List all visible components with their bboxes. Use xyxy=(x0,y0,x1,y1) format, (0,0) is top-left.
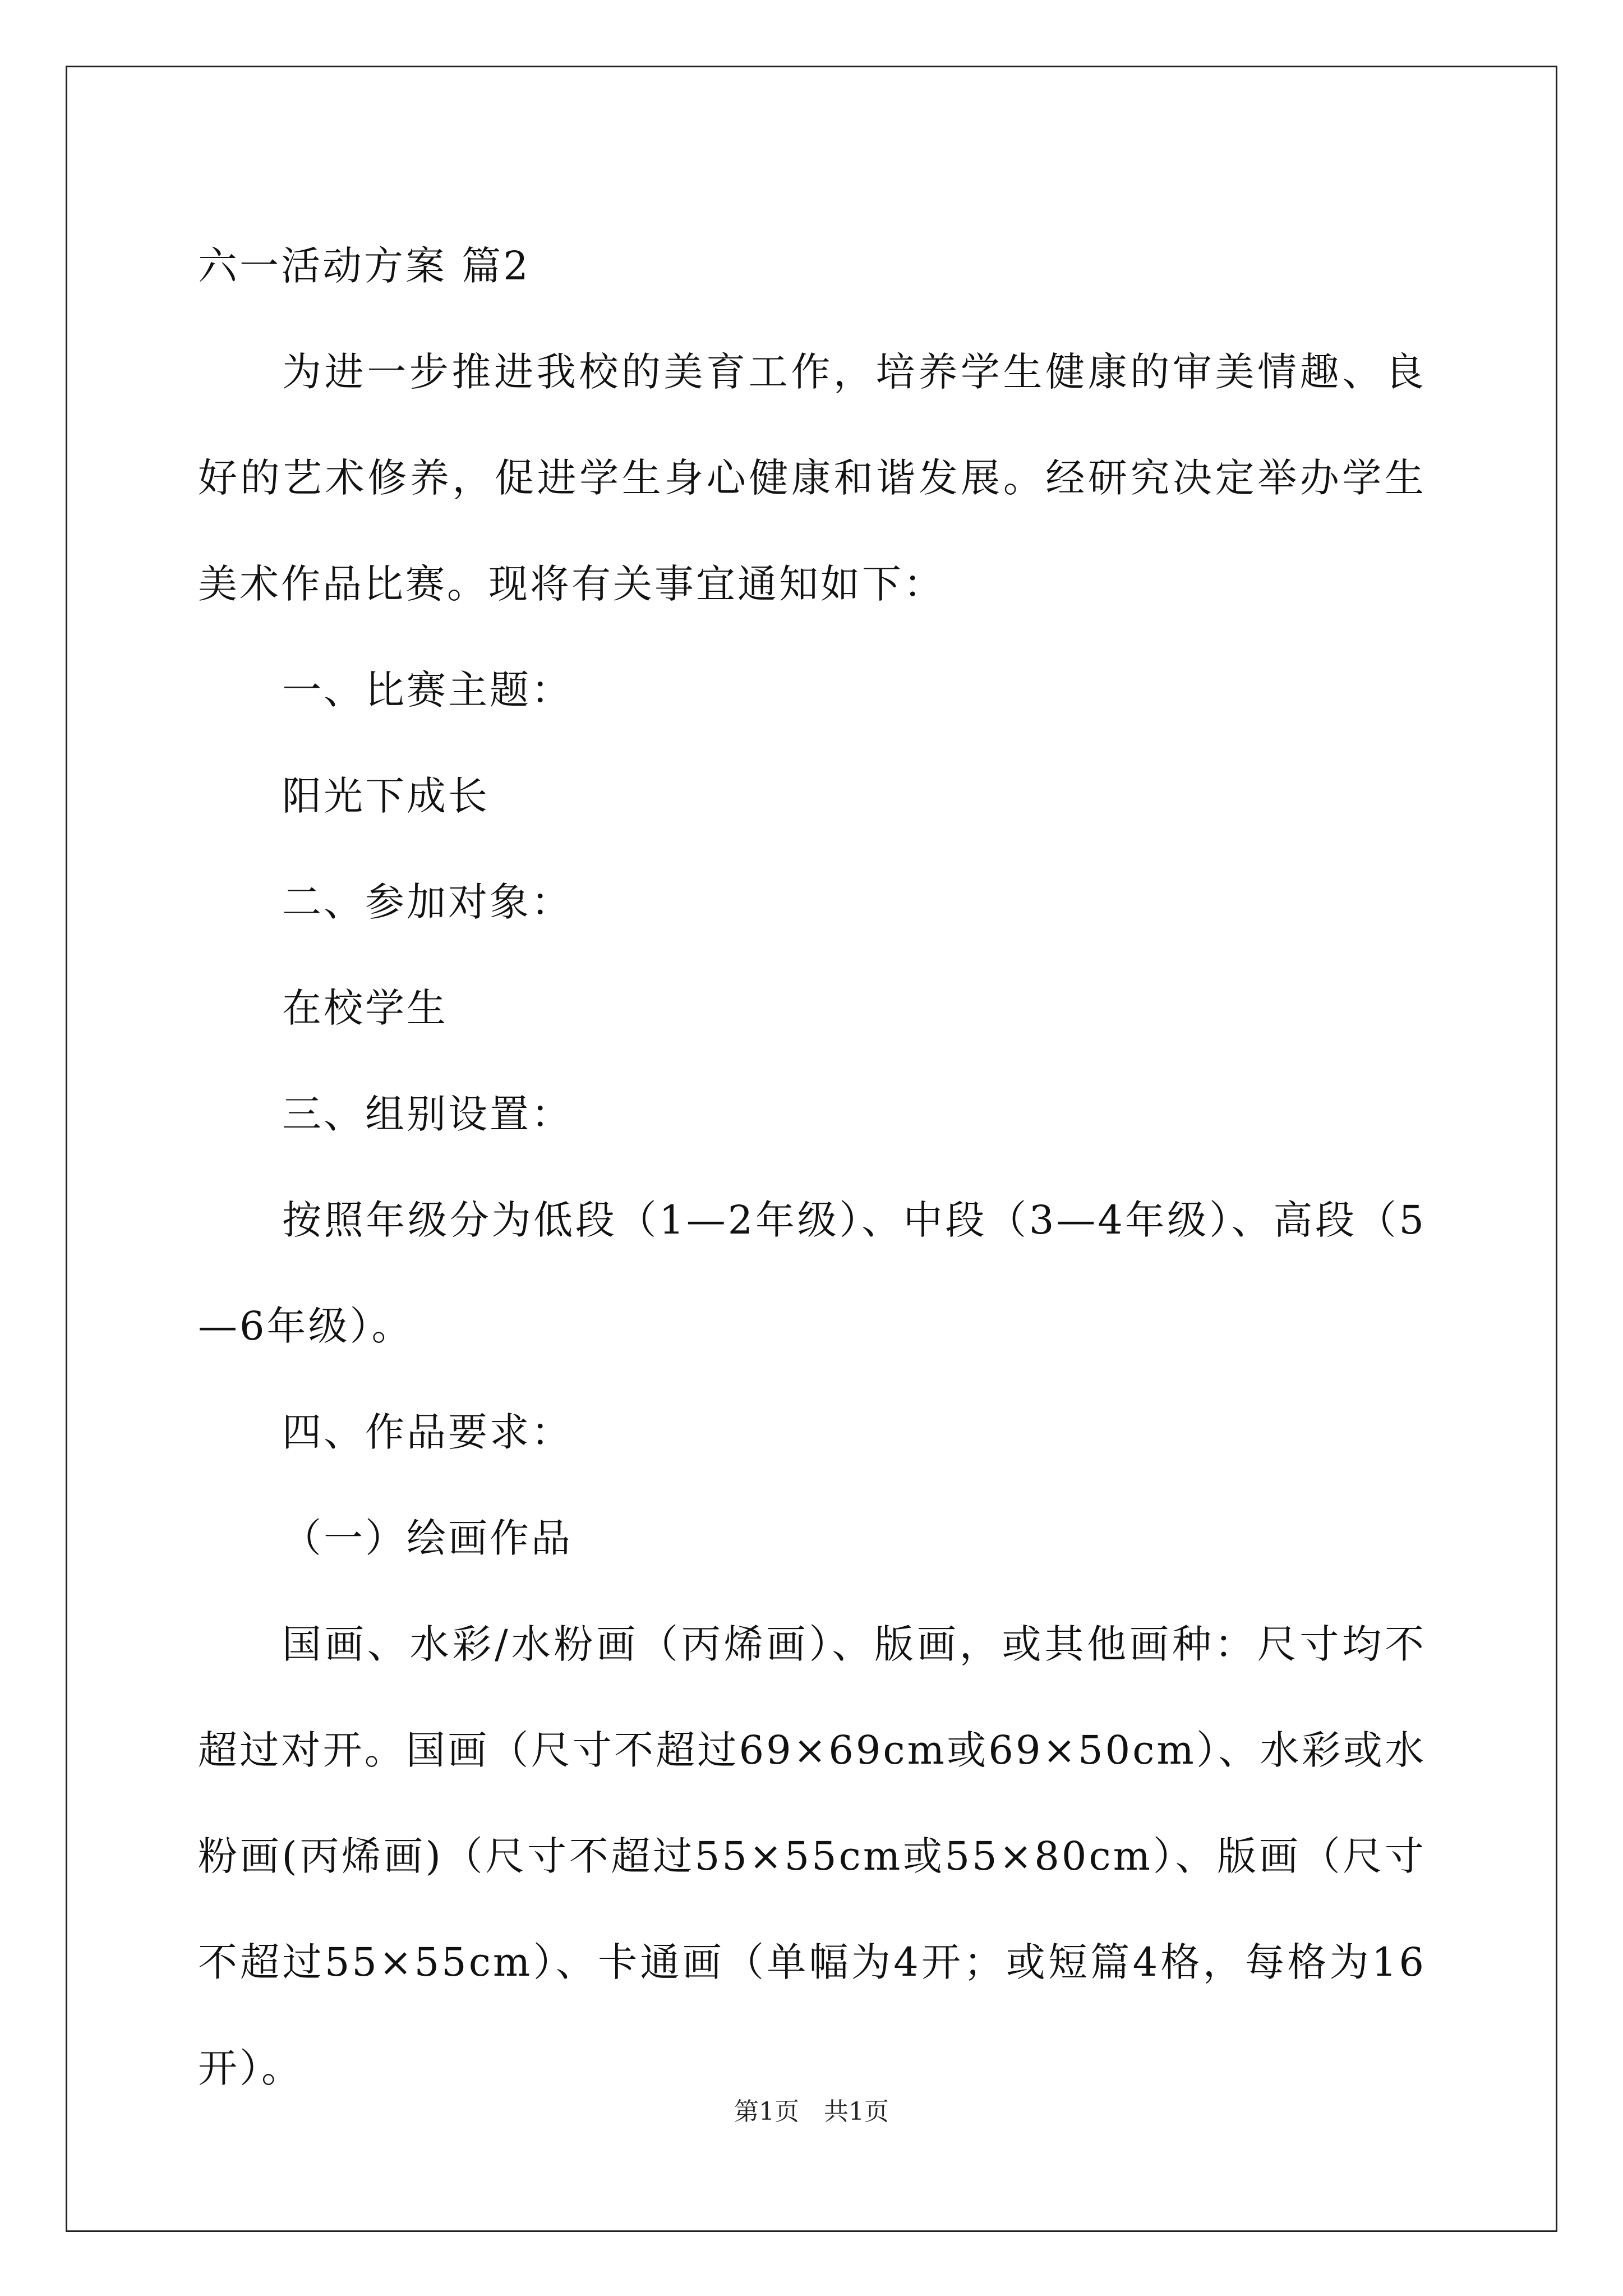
groups-paragraph: 按照年级分为低段（1—2年级）、中段（3—4年级）、高段（5—6年级）。 xyxy=(198,1197,1426,1349)
section-heading-participants: 二、参加对象： xyxy=(282,879,573,925)
section-heading-requirements: 四、作品要求： xyxy=(282,1409,573,1455)
section-heading-groups: 三、组别设置： xyxy=(282,1091,573,1137)
painting-requirements-paragraph: 国画、水彩/水粉画（丙烯画）、版画，或其他画种：尺寸均不超过对开。国画（尺寸不超过69×69cm或69×50cm）、水彩或水粉画(丙烯画)（尺寸不超过55×55cm或55×80cm）、版画（尺寸不超过55×55cm）、卡通画（单幅为4开；或短篇4格，每格为16开）。 xyxy=(198,1621,1426,2091)
intro-paragraph: 为进一步推进我校的美育工作，培养学生健康的审美情趣、良好的艺术修养，促进学生身心健康和谐发展。经研究决定举办学生美术作品比赛。现将有关事宜通知如下： xyxy=(198,349,1426,607)
subheading-painting: （一）绘画作品 xyxy=(282,1515,573,1561)
document-body xyxy=(198,213,1426,2122)
participants-text: 在校学生 xyxy=(282,985,448,1031)
theme-text: 阳光下成长 xyxy=(282,773,490,819)
section-heading-theme: 一、比赛主题： xyxy=(282,667,573,713)
document-title: 六一活动方案 篇2 xyxy=(198,243,531,289)
page-footer: 第1页 共1页 xyxy=(734,2097,889,2126)
